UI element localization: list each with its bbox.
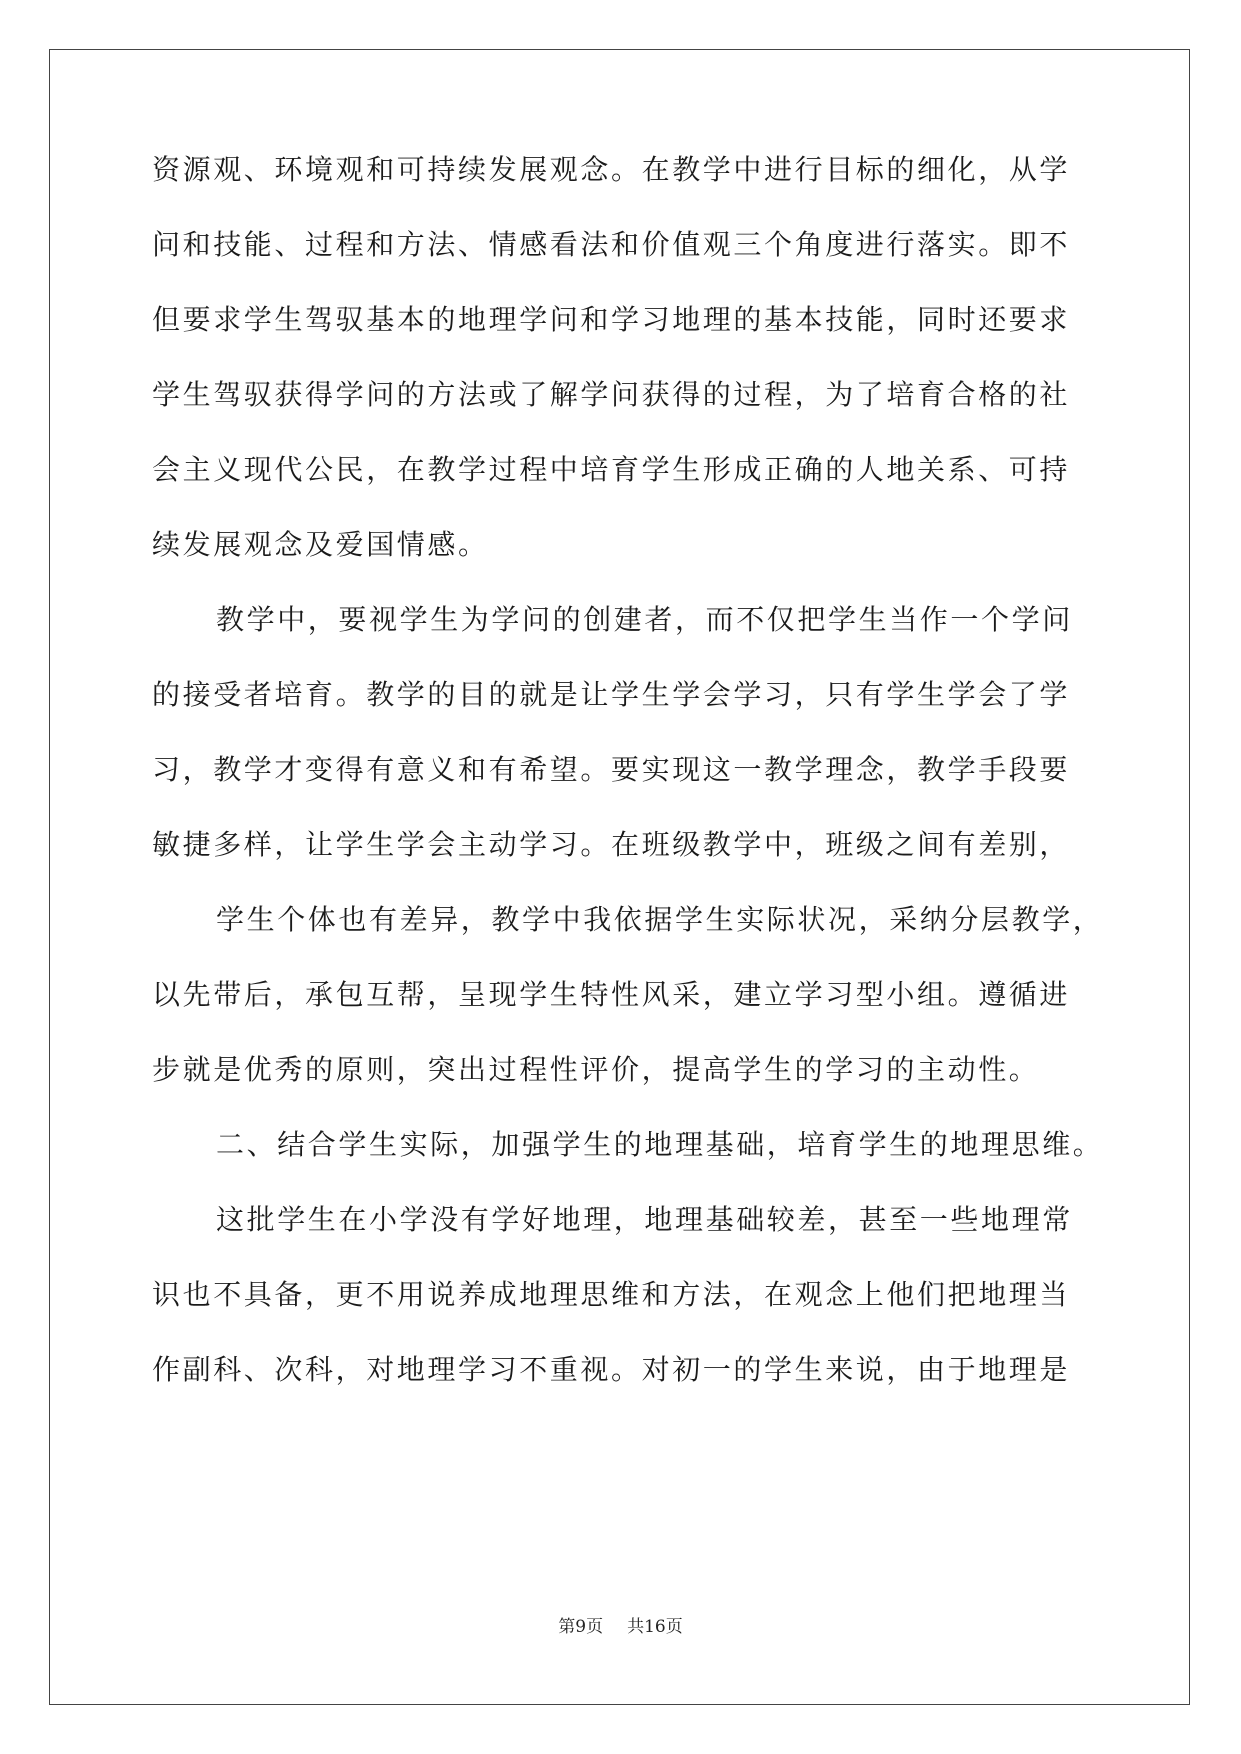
text-line: 但要求学生驾驭基本的地理学问和学习地理的基本技能，同时还要求 bbox=[152, 303, 1071, 336]
text-line: 的接受者培育。教学的目的就是让学生学会学习，只有学生学会了学 bbox=[152, 678, 1071, 711]
text-line: 步就是优秀的原则，突出过程性评价，提高学生的学习的主动性。 bbox=[152, 1053, 1040, 1086]
text-line: 问和技能、过程和方法、情感看法和价值观三个角度进行落实。即不 bbox=[152, 228, 1071, 261]
text-line: 学生个体也有差异，教学中我依据学生实际状况，采纳分层教学， bbox=[216, 903, 1104, 936]
text-line: 敏捷多样，让学生学会主动学习。在班级教学中，班级之间有差别， bbox=[152, 828, 1071, 861]
page-footer bbox=[0, 1616, 1241, 1638]
current-page-label: 第9页 bbox=[558, 1617, 604, 1637]
section-heading: 二、结合学生实际，加强学生的地理基础，培育学生的地理思维。 bbox=[216, 1128, 1104, 1161]
text-line: 识也不具备，更不用说养成地理思维和方法，在观念上他们把地理当 bbox=[152, 1278, 1071, 1311]
text-line: 作副科、次科，对地理学习不重视。对初一的学生来说，由于地理是 bbox=[152, 1353, 1071, 1386]
text-line: 这批学生在小学没有学好地理，地理基础较差，甚至一些地理常 bbox=[216, 1203, 1073, 1236]
page-border bbox=[49, 49, 1190, 1705]
text-line: 教学中，要视学生为学问的创建者，而不仅把学生当作一个学问 bbox=[216, 603, 1073, 636]
text-line: 会主义现代公民，在教学过程中培育学生形成正确的人地关系、可持 bbox=[152, 453, 1071, 486]
text-line: 资源观、环境观和可持续发展观念。在教学中进行目标的细化，从学 bbox=[152, 153, 1071, 186]
total-pages-label: 共16页 bbox=[627, 1617, 683, 1637]
text-line: 续发展观念及爱国情感。 bbox=[152, 528, 489, 561]
text-line: 习，教学才变得有意义和有希望。要实现这一教学理念，教学手段要 bbox=[152, 753, 1071, 786]
text-line: 以先带后，承包互帮，呈现学生特性风采，建立学习型小组。遵循进 bbox=[152, 978, 1071, 1011]
text-line: 学生驾驭获得学问的方法或了解学问获得的过程，为了培育合格的社 bbox=[152, 378, 1071, 411]
